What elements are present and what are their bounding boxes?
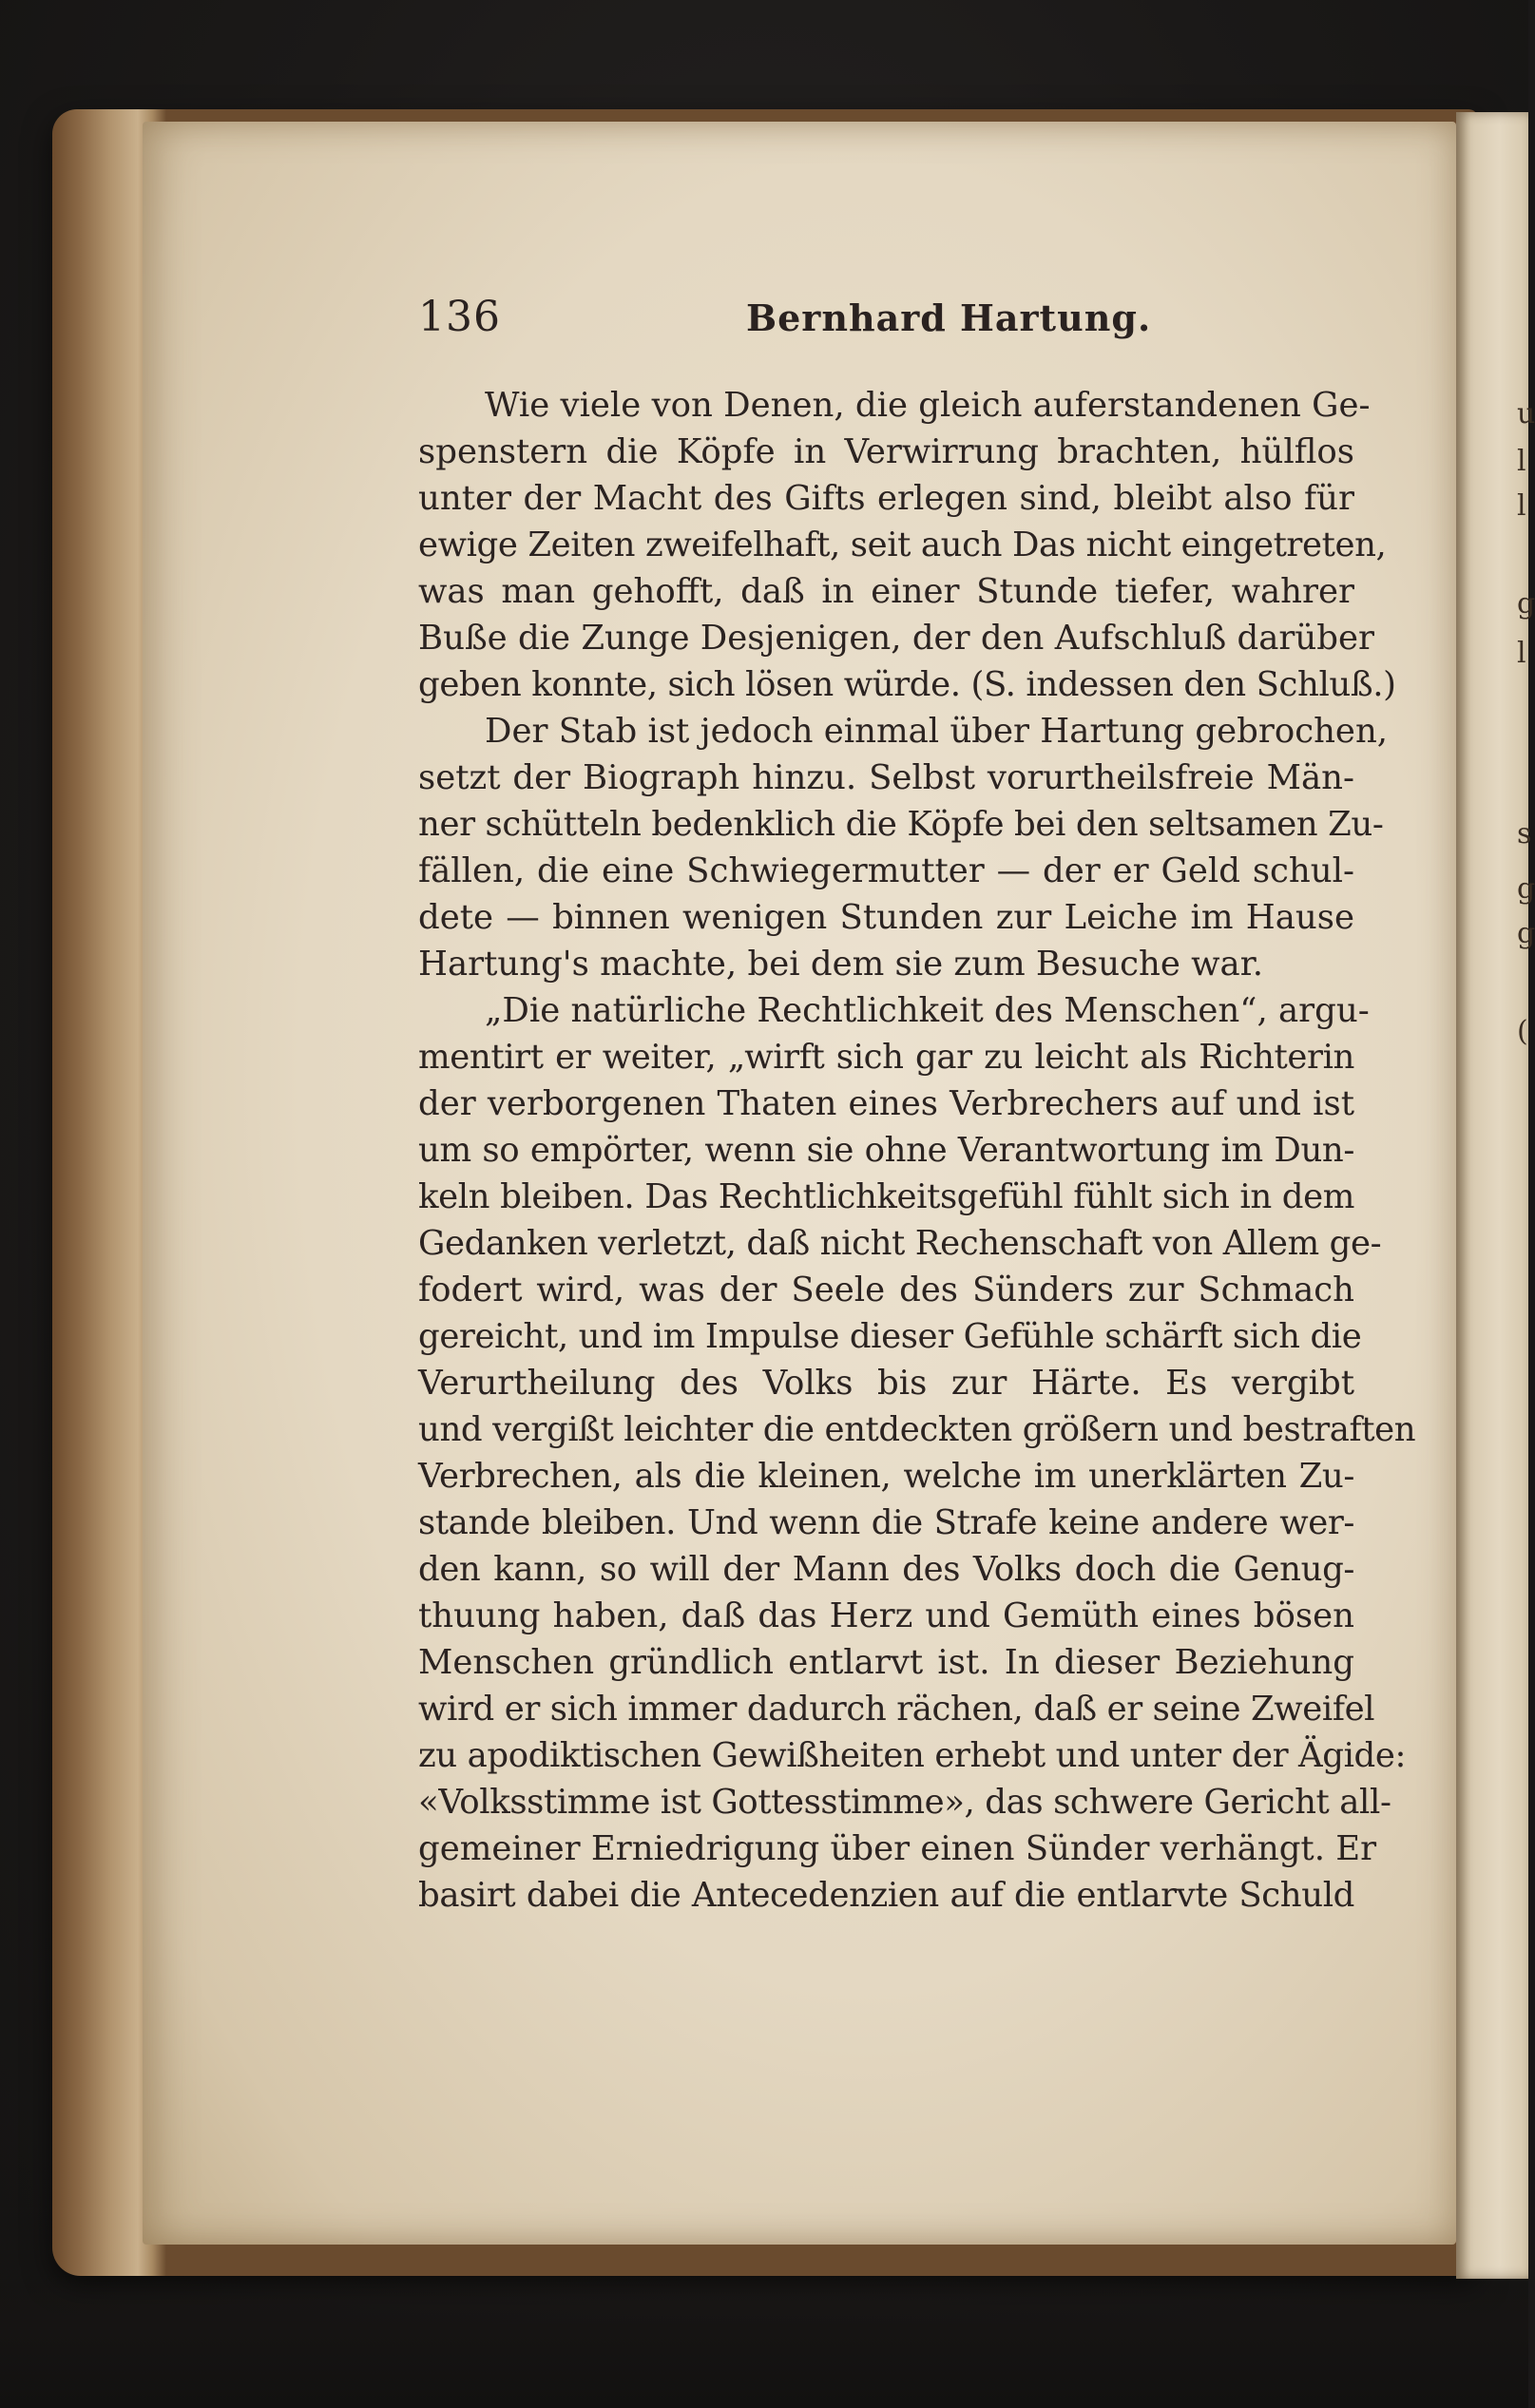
text-line: Wie viele von Denen, die gleich auferstandenen Ge- bbox=[485, 386, 1371, 425]
text-line: Hartung's machte, bei dem sie zum Besuche war. bbox=[418, 945, 1264, 984]
text-line: dete — binnen wenigen Stunden zur Leiche im Hause bbox=[418, 898, 1354, 937]
text-line: gemeiner Erniedrigung über einen Sünder verhängt. Er bbox=[418, 1829, 1377, 1868]
text-line: gereicht, und im Impulse dieser Gefühle schärft sich die bbox=[418, 1317, 1362, 1356]
text-line: Verbrechen, als die kleinen, welche im unerklärten Zu- bbox=[418, 1457, 1354, 1496]
text-line: fällen, die eine Schwiegermutter — der er Geld schul- bbox=[418, 851, 1354, 890]
text-line: der verborgenen Thaten eines Verbrechers auf und ist bbox=[418, 1084, 1354, 1123]
next-page-fragment: l bbox=[1517, 489, 1526, 523]
text-line: thuung haben, daß das Herz und Gemüth eines bösen bbox=[418, 1596, 1354, 1635]
next-page-fragment: g bbox=[1517, 917, 1535, 950]
text-line: ewige Zeiten zweifelhaft, seit auch Das nicht eingetreten, bbox=[418, 526, 1387, 564]
text-line: den kann, so will der Mann des Volks doch die Genug- bbox=[418, 1550, 1354, 1589]
text-line: spenstern die Köpfe in Verwirrung brachten, hülflos bbox=[418, 432, 1354, 471]
text-line: wird er sich immer dadurch rächen, daß er seine Zweifel bbox=[418, 1690, 1375, 1729]
next-page-edge bbox=[1456, 112, 1528, 2279]
page-header bbox=[418, 293, 1369, 350]
text-line: ner schütteln bedenklich die Köpfe bei den seltsamen Zu- bbox=[418, 805, 1384, 844]
next-page-fragment: l bbox=[1517, 445, 1526, 478]
text-line: zu apodiktischen Gewißheiten erhebt und unter der Ägide: bbox=[418, 1736, 1407, 1775]
text-line: um so empörter, wenn sie ohne Verantwortung im Dun- bbox=[418, 1131, 1354, 1170]
background-shadow bbox=[0, 2276, 1528, 2408]
next-page-fragment: g bbox=[1517, 587, 1535, 621]
text-line: geben konnte, sich lösen würde. (S. indessen den Schluß.) bbox=[418, 665, 1396, 704]
next-page-fragment: ( bbox=[1517, 1015, 1528, 1048]
page-number: 136 bbox=[418, 293, 501, 341]
text-line: unter der Macht des Gifts erlegen sind, bleibt also für bbox=[418, 479, 1354, 518]
text-line: Menschen gründlich entlarvt ist. In dieser Beziehung bbox=[418, 1643, 1354, 1682]
text-line: Der Stab ist jedoch einmal über Hartung gebrochen, bbox=[485, 712, 1389, 751]
text-line: setzt der Biograph hinzu. Selbst vorurtheilsfreie Män- bbox=[418, 758, 1354, 797]
text-line: was man gehofft, daß in einer Stunde tiefer, wahrer bbox=[418, 572, 1354, 611]
text-line: „Die natürliche Rechtlichkeit des Menschen“, argu- bbox=[485, 991, 1370, 1030]
running-title: Bernhard Hartung. bbox=[746, 296, 1152, 339]
text-line: und vergißt leichter die entdeckten größern und bestraften bbox=[418, 1410, 1416, 1449]
next-page-fragment: u bbox=[1517, 397, 1535, 430]
text-line: Gedanken verletzt, daß nicht Rechenschaft von Allem ge- bbox=[418, 1224, 1382, 1263]
text-line: fodert wird, was der Seele des Sünders zur Schmach bbox=[418, 1271, 1354, 1309]
next-page-fragment: l bbox=[1517, 637, 1526, 670]
body-text bbox=[418, 382, 1416, 1919]
text-line: stande bleiben. Und wenn die Strafe keine andere wer- bbox=[418, 1503, 1354, 1542]
next-page-fragment: g bbox=[1517, 872, 1535, 906]
text-line: Buße die Zunge Desjenigen, der den Aufschluß darüber bbox=[418, 619, 1374, 658]
text-line: keln bleiben. Das Rechtlichkeitsgefühl fühlt sich in dem bbox=[418, 1177, 1354, 1216]
next-page-fragment: s bbox=[1517, 817, 1532, 850]
text-line: Verurtheilung des Volks bis zur Härte. Es vergibt bbox=[418, 1364, 1354, 1403]
text-line: basirt dabei die Antecedenzien auf die entlarvte Schuld bbox=[418, 1876, 1354, 1915]
text-line: mentirt er weiter, „wirft sich gar zu leicht als Richterin bbox=[418, 1038, 1354, 1077]
text-line: «Volksstimme ist Gottesstimme», das schwere Gericht all- bbox=[418, 1783, 1391, 1822]
